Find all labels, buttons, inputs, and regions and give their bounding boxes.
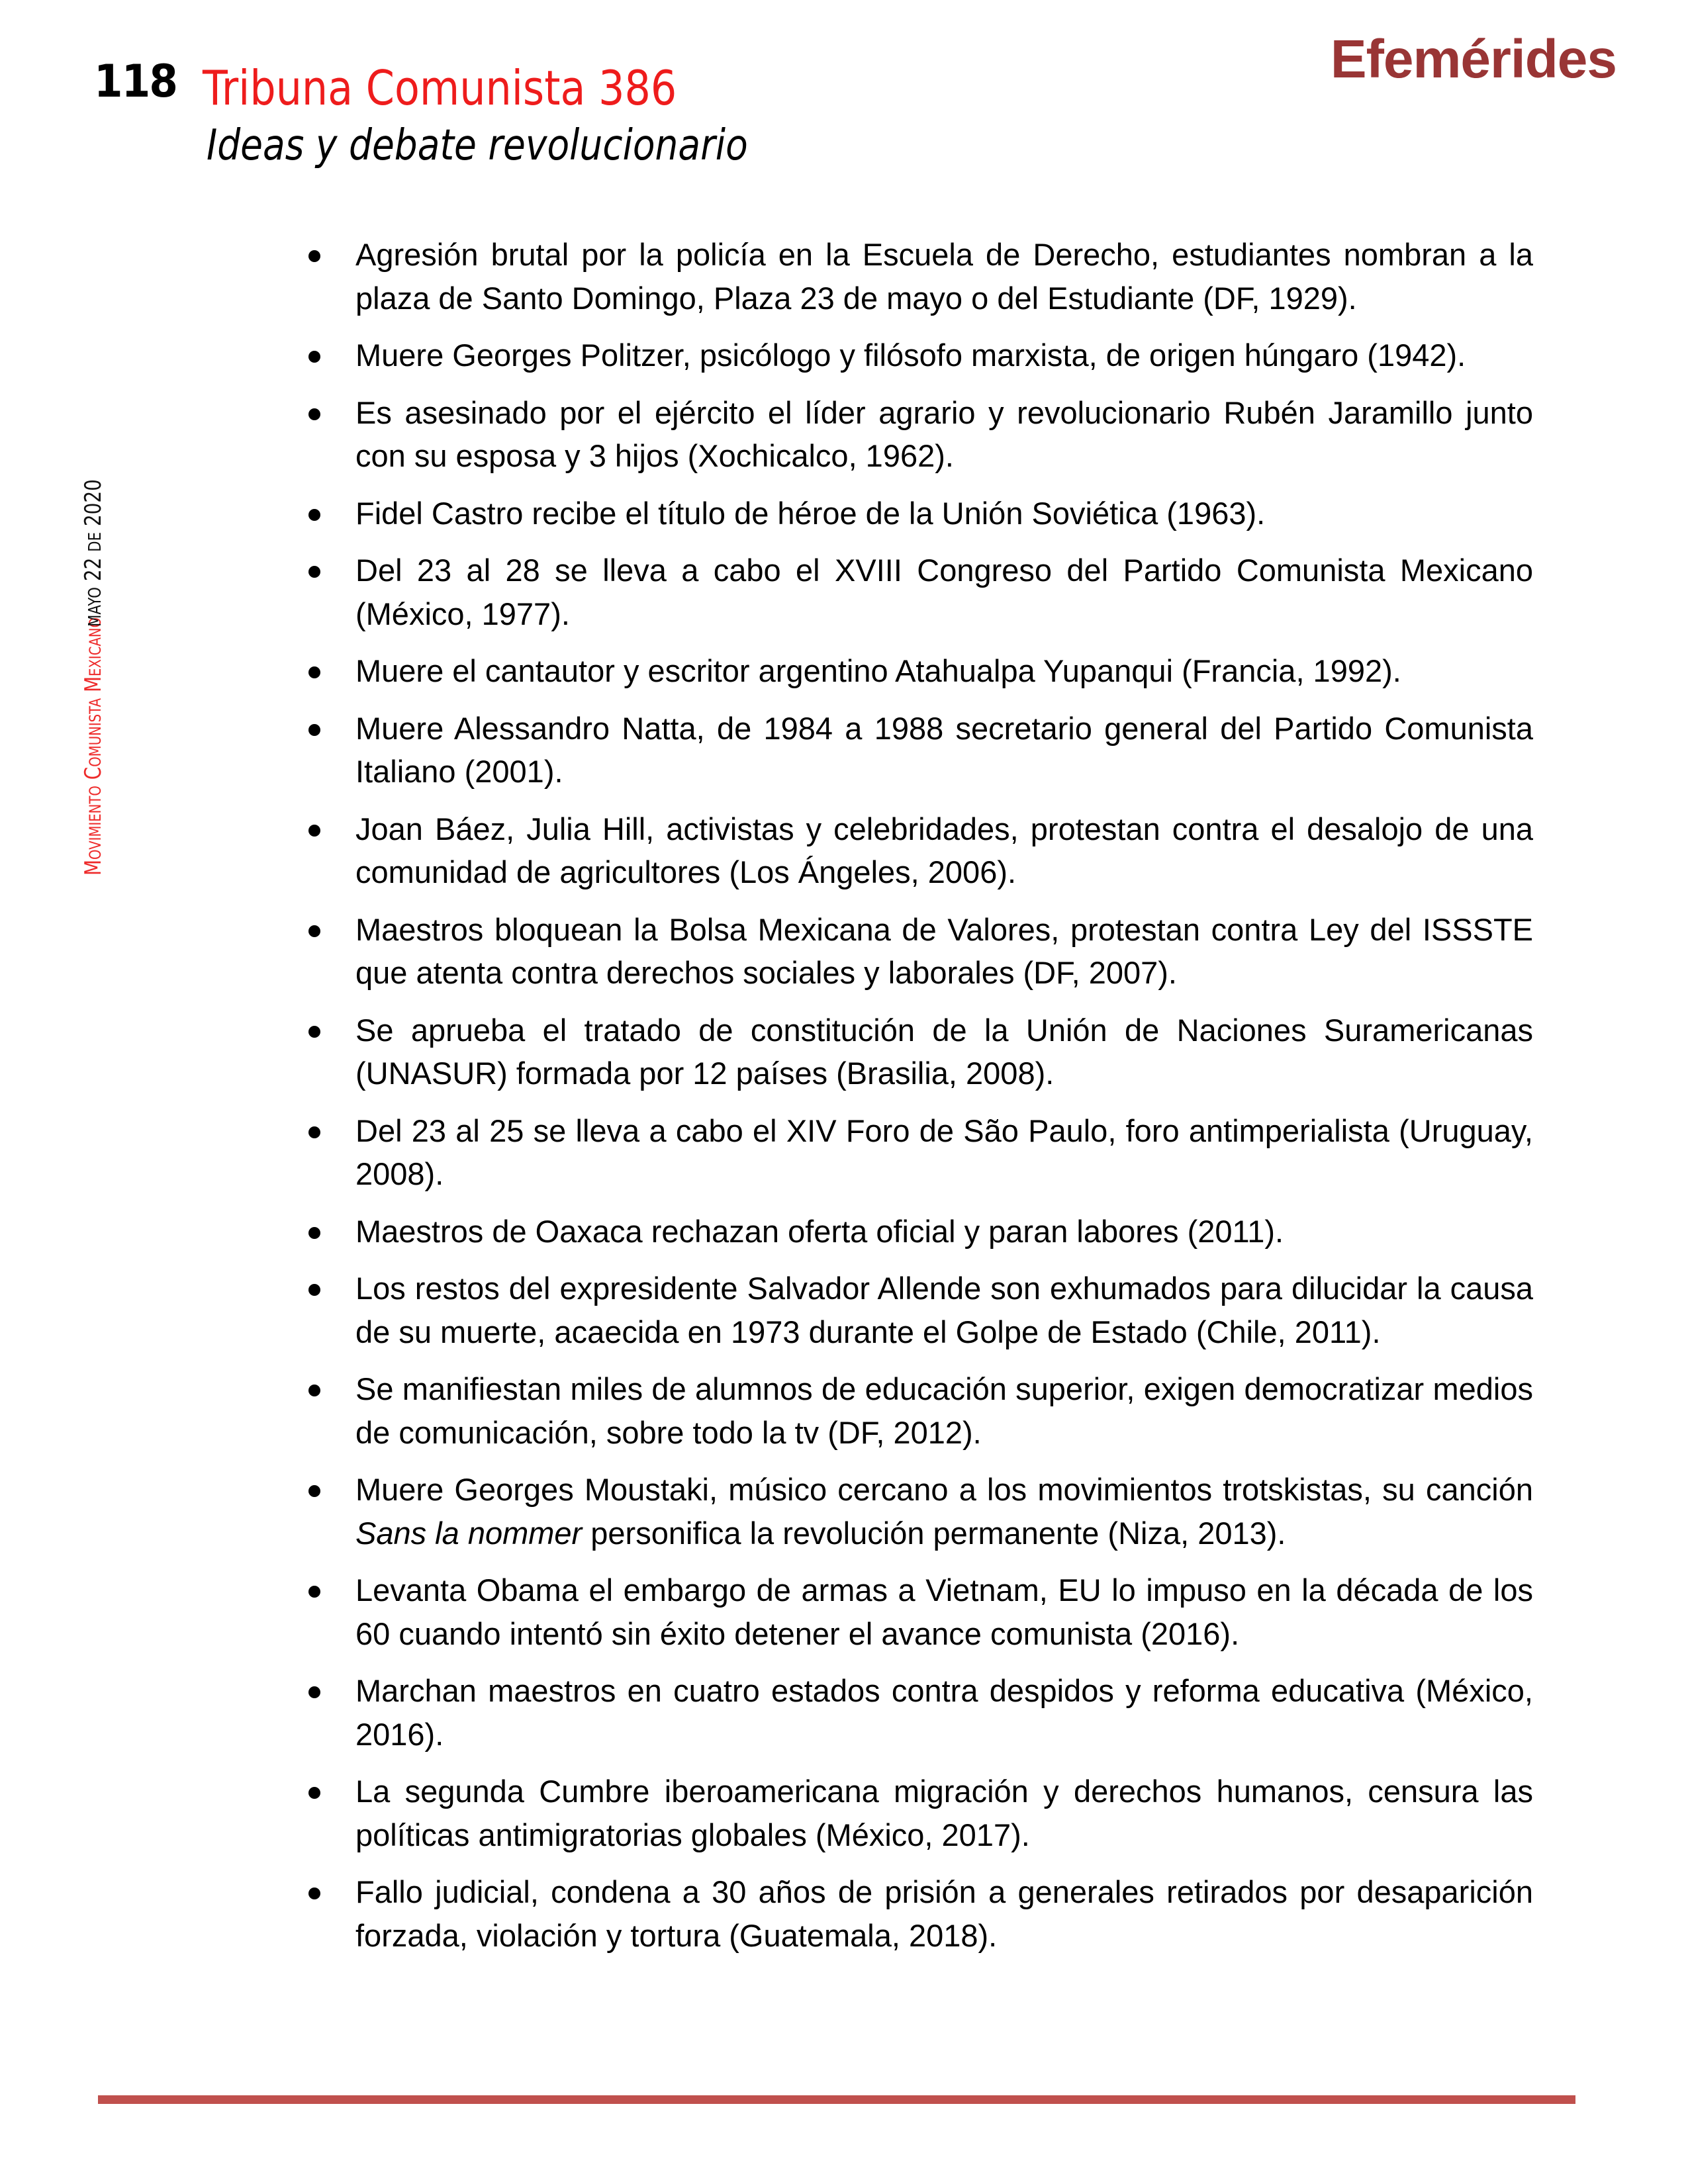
event-item xyxy=(305,1870,1533,1957)
bullet-icon xyxy=(308,509,320,521)
bullet-icon xyxy=(308,925,320,937)
event-item xyxy=(305,391,1533,478)
event-item xyxy=(305,649,1533,693)
sidebar-label xyxy=(81,447,106,876)
event-text: Muere Georges Politzer, psicólogo y filósofo marxista, de origen húngaro (1942). xyxy=(355,338,1466,373)
event-item xyxy=(305,492,1533,535)
event-item xyxy=(305,908,1533,995)
event-text: Se aprueba el tratado de constitución de la Unión de Naciones Suramericanas (UNASUR) formada por 12 países (Brasilia, 2008). xyxy=(355,1012,1533,1091)
event-item xyxy=(305,1468,1533,1555)
event-item xyxy=(305,707,1533,794)
event-text xyxy=(355,1472,1533,1551)
event-item xyxy=(305,1210,1533,1253)
section-title: Efemérides xyxy=(1330,29,1617,89)
bullet-icon xyxy=(308,1227,320,1239)
bullet-icon xyxy=(308,724,320,736)
bullet-icon xyxy=(308,825,320,837)
sidebar-organization: Movimiento Comunista Mexicano xyxy=(80,617,107,876)
event-text: Del 23 al 25 se lleva a cabo el XIV Foro de São Paulo, foro antimperialista (Uruguay, 2008). xyxy=(355,1113,1533,1191)
event-item xyxy=(305,1109,1533,1196)
event-item xyxy=(305,1267,1533,1353)
event-text: Agresión brutal por la policía en la Escuela de Derecho, estudiantes nombran a la plaza de Santo Domingo, Plaza 23 de mayo o del Estudiante (DF, 1929). xyxy=(355,237,1533,316)
event-text: Maestros de Oaxaca rechazan oferta oficial y paran labores (2011). xyxy=(355,1213,1284,1249)
bullet-icon xyxy=(308,408,320,420)
event-text-before: Muere Georges Moustaki, músico cercano a los movimientos trotskistas, su canción xyxy=(355,1472,1533,1507)
event-item xyxy=(305,807,1533,894)
event-text: Es asesinado por el ejército el líder agrario y revolucionario Rubén Jaramillo junto con su esposa y 3 hijos (Xochicalco, 1962). xyxy=(355,394,1533,473)
event-text: Fidel Castro recibe el título de héroe de la Unión Soviética (1963). xyxy=(355,495,1266,531)
bullet-icon xyxy=(308,250,320,262)
event-text: Fallo judicial, condena a 30 años de prisión a generales retirados por desaparición forzada, violación y tortura (Guatemala, 2018). xyxy=(355,1874,1533,1953)
event-text: Del 23 al 28 se lleva a cabo el XVIII Congreso del Partido Comunista Mexicano (México, 1977). xyxy=(355,553,1533,631)
bullet-icon xyxy=(308,1485,320,1497)
event-item xyxy=(305,1770,1533,1856)
publication-title: Tribuna Comunista 386 xyxy=(203,60,677,116)
bullet-icon xyxy=(308,1787,320,1799)
event-item xyxy=(305,1009,1533,1095)
event-text: Marchan maestros en cuatro estados contra despidos y reforma educativa (México, 2016). xyxy=(355,1673,1533,1752)
bullet-icon xyxy=(308,666,320,678)
events-list xyxy=(305,233,1533,1971)
bullet-icon xyxy=(308,1284,320,1296)
event-item xyxy=(305,334,1533,377)
event-item xyxy=(305,1669,1533,1756)
bullet-icon xyxy=(308,1385,320,1396)
song-title: Sans la nommer xyxy=(355,1515,583,1551)
event-item xyxy=(305,1569,1533,1655)
event-text-after: personifica la revolución permanente (Niza, 2013). xyxy=(582,1515,1286,1551)
event-text: Maestros bloquean la Bolsa Mexicana de Valores, protestan contra Ley del ISSSTE que atenta contra derechos sociales y laborales (DF, 2007). xyxy=(355,911,1533,990)
bullet-icon xyxy=(308,1126,320,1138)
bullet-icon xyxy=(308,1888,320,1899)
event-text: Levanta Obama el embargo de armas a Vietnam, EU lo impuso en la década de los 60 cuando intentó sin éxito detener el avance comunista (2016). xyxy=(355,1572,1533,1651)
event-text: Los restos del expresidente Salvador Allende son exhumados para dilucidar la causa de su muerte, acaecida en 1973 durante el Golpe de Estado (Chile, 2011). xyxy=(355,1271,1533,1349)
event-text: Muere el cantautor y escritor argentino Atahualpa Yupanqui (Francia, 1992). xyxy=(355,653,1401,688)
page-number: 118 xyxy=(94,56,177,108)
sidebar-date-month: MAYO xyxy=(85,587,105,627)
event-text: Se manifiestan miles de alumnos de educación superior, exigen democratizar medios de comunicación, sobre todo la tv (DF, 2012). xyxy=(355,1371,1533,1450)
publication-subtitle: Ideas y debate revolucionario xyxy=(207,121,748,170)
bullet-icon xyxy=(308,1026,320,1038)
event-item xyxy=(305,1367,1533,1454)
sidebar-date-day: 22 xyxy=(80,557,107,582)
bullet-icon xyxy=(308,1586,320,1598)
event-item xyxy=(305,549,1533,635)
bullet-icon xyxy=(308,1686,320,1698)
event-text: Joan Báez, Julia Hill, activistas y celebridades, protestan contra el desalojo de una comunidad de agricultores (Los Ángeles, 2006). xyxy=(355,811,1533,889)
sidebar-date-year: 2020 xyxy=(80,479,107,527)
footer-divider xyxy=(98,2095,1575,2104)
bullet-icon xyxy=(308,566,320,578)
event-text: La segunda Cumbre iberoamericana migración y derechos humanos, censura las políticas antimigratorias globales (México, 2017). xyxy=(355,1774,1533,1852)
event-text: Muere Alessandro Natta, de 1984 a 1988 secretario general del Partido Comunista Italiano (2001). xyxy=(355,710,1533,789)
sidebar-date-de: DE xyxy=(85,532,105,553)
sidebar-date xyxy=(81,479,108,627)
event-item xyxy=(305,233,1533,320)
bullet-icon xyxy=(308,351,320,363)
